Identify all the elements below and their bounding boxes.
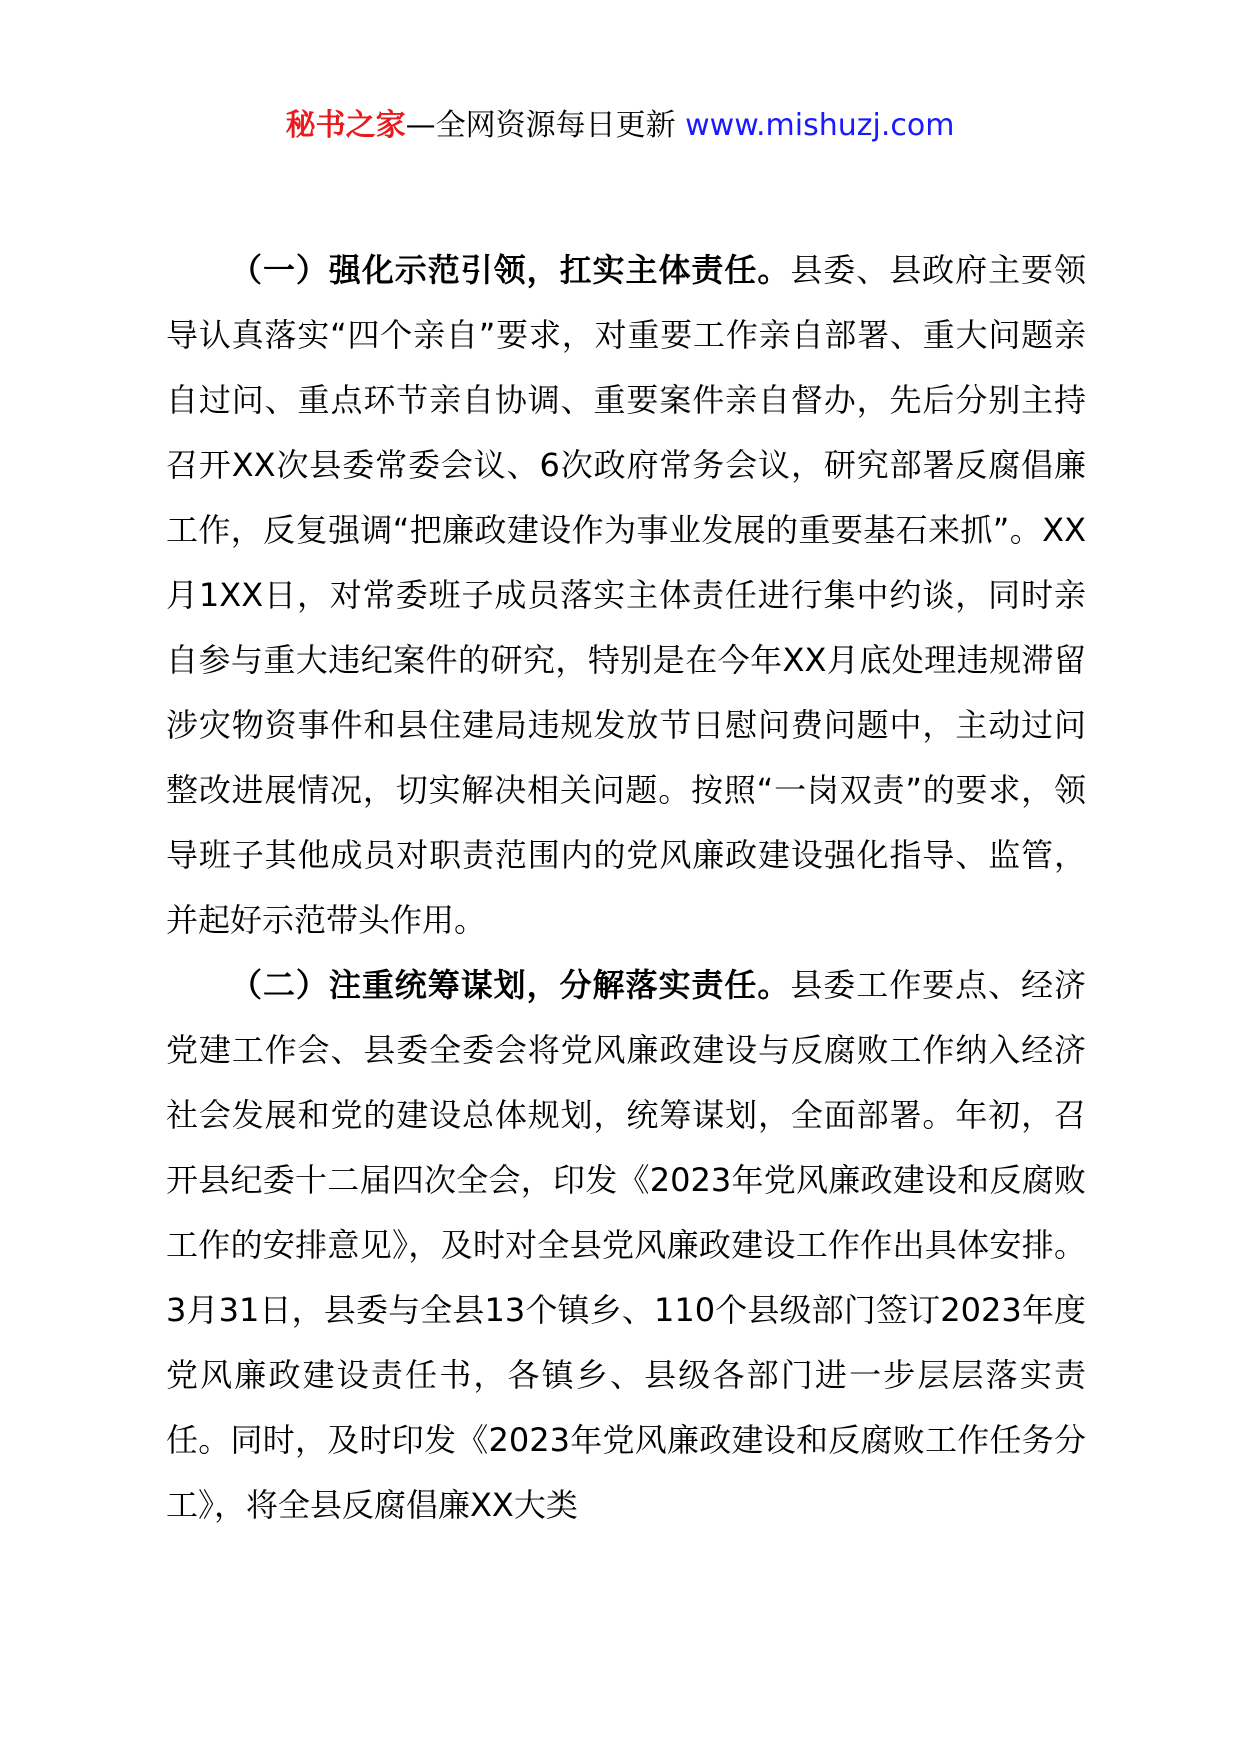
document-body xyxy=(166,238,1086,1538)
paragraph-1-text: 县委、县政府主要领导认真落实“四个亲自”要求，对重要工作亲自部署、重大问题亲自过问、重点环节亲自协调、重要案件亲自督办，先后分别主持召开XX次县委常委会议、6次政府常务会议，研究部署反腐倡廉工作，反复强调“把廉政建设作为事业发展的重要基石来抓”。XX月1XX日，对常委班子成员落实主体责任进行集中约谈，同时亲自参与重大违纪案件的研究，特别是在今年XX月底处理违规滞留涉灾物资事件和县住建局违规发放节日慰问费问题中，主动过问整改进展情况，切实解决相关问题。按照“一岗双责”的要求，领导班子其他成员对职责范围内的党风廉政建设强化指导、监管，并起好示范带头作用。 xyxy=(166,251,1086,939)
paragraph-2-heading: （二）注重统筹谋划，分解落实责任。 xyxy=(230,966,791,1004)
header-tagline: —全网资源每日更新 xyxy=(405,108,676,143)
brand-name: 秘书之家 xyxy=(285,108,406,143)
site-url-link[interactable]: www.mishuzj.com xyxy=(685,108,955,143)
paragraph-1 xyxy=(166,238,1086,953)
page-header xyxy=(0,104,1240,148)
paragraph-2 xyxy=(166,953,1086,1538)
paragraph-1-heading: （一）强化示范引领，扛实主体责任。 xyxy=(230,251,791,289)
paragraph-2-text: 县委工作要点、经济党建工作会、县委全委会将党风廉政建设与反腐败工作纳入经济社会发展和党的建设总体规划，统筹谋划，全面部署。年初，召开县纪委十二届四次全会，印发《2023年党风廉政建设和反腐败工作的安排意见》，及时对全县党风廉政建设工作作出具体安排。3月31日，县委与全县13个镇乡、110个县级部门签订2023年度党风廉政建设责任书，各镇乡、县级各部门进一步层层落实责任。同时，及时印发《2023年党风廉政建设和反腐败工作任务分工》，将全县反腐倡廉XX大类 xyxy=(166,966,1086,1524)
